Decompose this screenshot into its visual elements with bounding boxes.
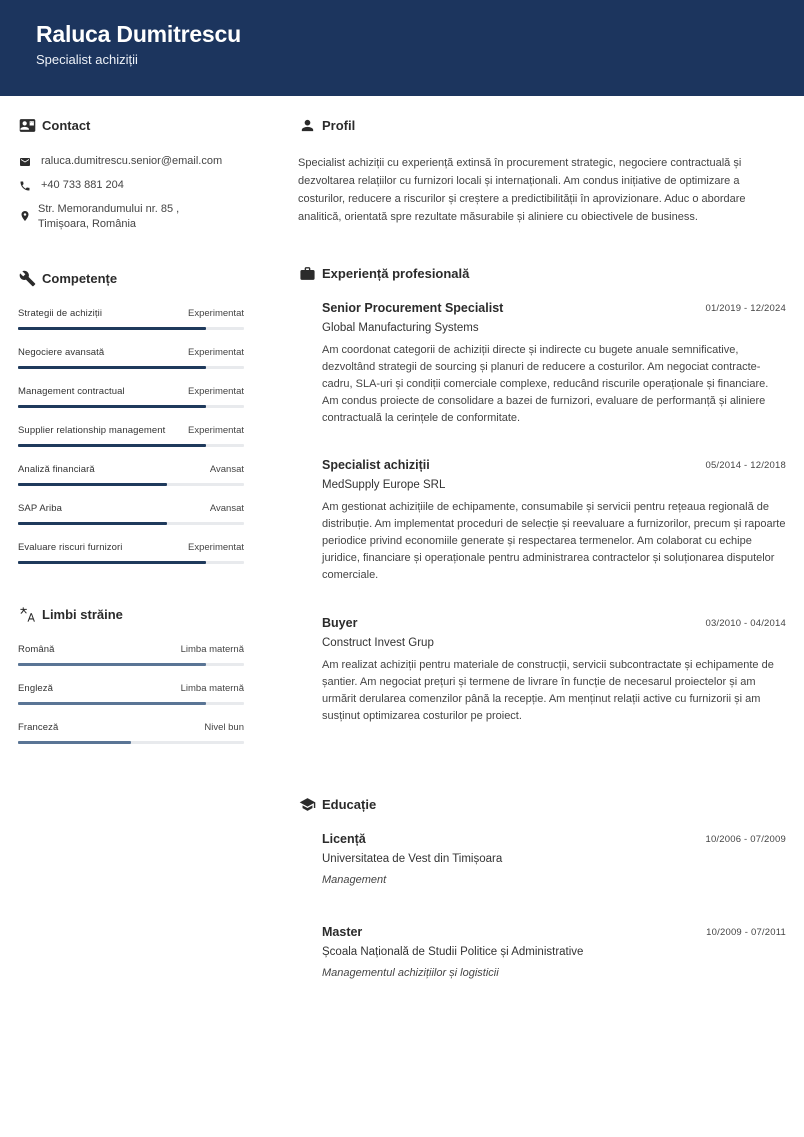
sidebar	[18, 116, 244, 733]
job-role: Buyer	[322, 616, 358, 630]
skills-heading-label: Competențe	[42, 270, 118, 286]
translate-icon	[18, 605, 36, 623]
language-label: Franceză	[18, 722, 59, 733]
envelope-icon	[18, 154, 32, 169]
profile-heading-label: Profil	[322, 117, 356, 133]
experience-heading-label: Experiență profesională	[322, 265, 470, 281]
job-description: Am gestionat achizițiile de echipamente, consumabile și servicii pentru rețeaua regională de distribuție. Am implementat proceduri de selecție și reevaluare a furnizorilor, precum și rapoarte periodice privind economiile generate și respectarea termenelor. Am colaborat cu echipe juridice, financiare și operaționale pentru administrarea contractelor și soluționarea disputelor comerciale.	[322, 501, 786, 581]
education-heading	[298, 795, 376, 813]
skill-item	[18, 464, 244, 503]
contact-phone	[18, 178, 244, 193]
job-description: Am realizat achiziții pentru materiale de construcții, servicii subcontractate și echipamente de șantier. Am negociat prețuri și termene de livrare în funcție de necesarul proiectelor și am urmărit derularea comenzilor până la recepție. Am menținut relații active cu furnizorii și am susținut optimizarea costurilor pe proiect.	[322, 659, 774, 722]
contact-heading-label: Contact	[42, 117, 91, 133]
skill-bar	[18, 405, 244, 408]
education-heading-label: Educație	[322, 796, 377, 812]
skill-level: Experimentat	[188, 308, 244, 319]
job-role: Specialist achiziții	[322, 458, 430, 472]
languages-heading-label: Limbi străine	[42, 606, 123, 622]
language-item	[18, 644, 244, 683]
contact-address	[18, 202, 244, 232]
skill-label: SAP Ariba	[18, 503, 63, 514]
skill-bar	[18, 561, 244, 564]
skill-bar	[18, 366, 244, 369]
skill-label: Evaluare riscuri furnizori	[18, 542, 123, 553]
email-text[interactable]: raluca.dumitrescu.senior@email.com	[41, 155, 223, 167]
person-icon	[298, 116, 316, 134]
language-bar	[18, 663, 244, 666]
language-bar	[18, 702, 244, 705]
languages-heading	[18, 605, 123, 623]
contact-list	[18, 154, 244, 232]
skill-label: Supplier relationship management	[18, 425, 166, 436]
location-pin-icon	[18, 208, 32, 223]
phone-text[interactable]: +40 733 881 204	[41, 179, 124, 191]
skills-list	[18, 308, 244, 581]
experience-heading	[298, 264, 469, 282]
job-role: Senior Procurement Specialist	[322, 301, 504, 315]
wrench-icon	[18, 269, 36, 287]
language-bar	[18, 741, 244, 744]
phone-icon	[18, 178, 32, 193]
skill-level: Experimentat	[188, 386, 244, 397]
skill-label: Negociere avansată	[18, 347, 105, 358]
skill-item	[18, 386, 244, 425]
job-description: Am coordonat categorii de achiziții directe și indirecte cu bugete anuale semnificative, dezvoltând strategii de sourcing și planuri de reducere a costurilor. Am negociat contracte-cadru, SLA-uri și condiții comerciale complexe, reducând riscurile operaționale și financiare. Am condus proiecte de consolidare a bazei de furnizori, evaluare de performanță și aliniere contractuală la cerințele de conformitate.	[322, 344, 769, 424]
contact-heading	[18, 116, 244, 134]
skill-level: Avansat	[209, 464, 244, 475]
profile-heading	[298, 116, 786, 134]
briefcase-icon	[298, 264, 316, 282]
job-company: MedSupply Europe SRL	[322, 479, 446, 491]
skills-heading	[18, 269, 117, 287]
job-dates: 05/2014 - 12/2018	[705, 460, 786, 471]
education-dates: 10/2009 - 07/2011	[706, 927, 786, 938]
job-dates: 03/2010 - 04/2014	[705, 618, 786, 629]
skill-item	[18, 308, 244, 347]
education-dates: 10/2006 - 07/2009	[705, 834, 786, 845]
language-item	[18, 683, 244, 722]
candidate-title: Specialist achiziții	[36, 52, 138, 67]
skill-item	[18, 542, 244, 581]
contact-card-icon	[18, 116, 36, 134]
education-institution: Universitatea de Vest din Timișoara	[322, 853, 503, 865]
skill-level: Experimentat	[188, 347, 244, 358]
skill-item	[18, 347, 244, 386]
job-company: Construct Invest Grup	[322, 637, 434, 649]
education-institution: Școala Națională de Studii Politice și Administrative	[322, 946, 584, 958]
main-content	[298, 116, 786, 979]
address-text	[38, 202, 179, 232]
education-field: Management	[322, 874, 387, 886]
skill-item	[18, 503, 244, 542]
job-company: Global Manufacturing Systems	[322, 322, 479, 334]
contact-email	[18, 154, 244, 169]
resume-header	[0, 0, 804, 96]
language-item	[18, 722, 244, 761]
education-degree: Licență	[322, 832, 366, 846]
job-dates: 01/2019 - 12/2024	[705, 303, 786, 314]
language-label: Engleză	[18, 683, 54, 694]
skill-item	[18, 425, 244, 464]
skill-level: Avansat	[209, 503, 244, 514]
skill-bar	[18, 444, 244, 447]
address-line-2: Timișoara, România	[38, 218, 137, 230]
skill-bar	[18, 522, 244, 525]
education-degree: Master	[322, 925, 363, 939]
languages-list	[18, 644, 244, 761]
skill-label: Management contractual	[18, 386, 125, 397]
candidate-name: Raluca Dumitrescu	[36, 21, 241, 47]
address-line-1: Str. Memorandumului nr. 85 ,	[38, 203, 180, 215]
profile-summary: Specialist achiziții cu experiență extinsă în procurement strategic, negociere contractuală și dezvoltarea relațiilor cu furnizori locali și internaționali. Am condus inițiative de optimizare a costurilor, reducere a riscurilor și creștere a predictibilității în aprovizionare. Aduc o abordare analitică, orientată spre rezultate măsurabile și aliniere cu obiectivele de business.	[298, 157, 746, 223]
skill-bar	[18, 483, 244, 486]
skill-level: Experimentat	[188, 542, 244, 553]
skill-level: Experimentat	[188, 425, 244, 436]
skill-label: Strategii de achiziții	[18, 308, 103, 319]
skill-bar	[18, 327, 244, 330]
graduation-cap-icon	[298, 795, 316, 813]
education-field: Managementul achizițiilor și logisticii	[322, 967, 499, 979]
language-level: Limba maternă	[180, 644, 244, 655]
language-label: Română	[18, 644, 55, 655]
language-level: Nivel bun	[204, 722, 244, 733]
language-level: Limba maternă	[180, 683, 244, 694]
skill-label: Analiză financiară	[18, 464, 95, 475]
